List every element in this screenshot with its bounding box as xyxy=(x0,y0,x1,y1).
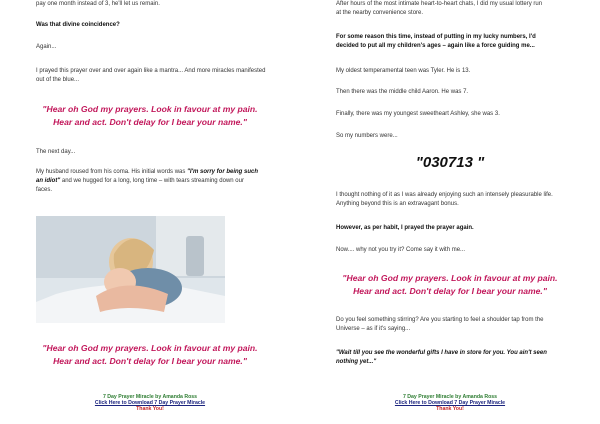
footer-download-link[interactable]: Click Here to Download 7 Day Prayer Miracle xyxy=(394,400,506,407)
prayer-quote-1-line-2: Hear and act. Don't delay for I bear your name." xyxy=(53,117,247,127)
prayer-quote-2-line-1: "Hear oh God my prayers. Look in favour at my pain. xyxy=(42,343,258,353)
lottery-number: "030713 " xyxy=(415,154,485,171)
divine-coincidence-question: Was that divine coincidence? xyxy=(36,22,120,28)
footer-title: 7 Day Prayer Miracle by Amanda Ross xyxy=(402,394,498,400)
paragraph-ashley: Finally, there was my youngest sweetheart Ashley, she was 3. xyxy=(336,111,500,117)
hospital-hug-illustration xyxy=(36,216,225,323)
paragraph-husband xyxy=(36,168,258,194)
prayer-quote-3-line-1: "Hear oh God my prayers. Look in favour at my pain. xyxy=(342,273,558,283)
paragraph-again: Again... xyxy=(36,44,57,50)
paragraph-numbers: So my numbers were... xyxy=(336,133,398,139)
prayer-quote-1 xyxy=(30,103,270,129)
paragraph-try-it: Now.... why not you try it? Come say it with me... xyxy=(336,247,466,253)
prayer-quote-3 xyxy=(330,272,570,298)
husband-text-end: and we hugged for a long, long time – with tears streaming down our faces. xyxy=(36,177,244,193)
paragraph-however: However, as per habit, I prayed the prayer again. xyxy=(336,225,474,231)
prayer-quote-1-line-1: "Hear oh God my prayers. Look in favour at my pain. xyxy=(42,104,258,114)
footer-download-link[interactable]: Click Here to Download 7 Day Prayer Miracle xyxy=(94,400,206,407)
husband-text-start: My husband roused from his coma. His initial words was xyxy=(36,169,188,175)
paragraph-tyler: My oldest temperamental teen was Tyler. He is 13. xyxy=(336,68,471,74)
prayer-quote-2 xyxy=(30,342,270,368)
footer-thanks: Thank You! xyxy=(136,406,164,413)
footer-thanks: Thank You! xyxy=(436,406,464,413)
right-footer xyxy=(300,394,600,412)
prayer-quote-3-line-2: Hear and act. Don't delay for I bear your name." xyxy=(353,286,547,296)
right-page xyxy=(300,0,600,424)
paragraph-nothing: I thought nothing of it as I was already enjoying such an intensely pleasurable life. Anything beyond this is an extravagant bonus. xyxy=(336,192,553,207)
footer-title: 7 Day Prayer Miracle by Amanda Ross xyxy=(102,394,198,400)
paragraph-remain: pay one month instead of 3, he'll let us remain. xyxy=(36,1,160,7)
paragraph-prayed: I prayed this prayer over and over again like a mantra... And more miracles manifested out of the blue... xyxy=(36,68,266,83)
paragraph-after-hours: After hours of the most intimate heart-to-heart chats, I did my usual lottery run at the nearby convenience store. xyxy=(336,1,543,16)
paragraph-next-day: The next day... xyxy=(36,149,76,155)
hospital-hug-photo xyxy=(36,216,225,323)
prayer-quote-2-line-2: Hear and act. Don't delay for I bear your name." xyxy=(53,356,247,366)
husband-quote: "I'm sorry for being such an idiot" xyxy=(36,169,259,184)
paragraph-aaron: Then there was the middle child Aaron. He was 7. xyxy=(336,89,469,95)
paragraph-wait: "Wait till you see the wonderful gifts I have in store for you. You ain't seen nothing yet..." xyxy=(336,350,547,365)
paragraph-stirring: Do you feel something stirring? Are you starting to feel a shoulder tap from the Universe – as if it's saying... xyxy=(336,317,544,332)
paragraph-force-guiding: For some reason this time, instead of putting in my lucky numbers, I'd decided to put all my children's ages – again like a force guiding me... xyxy=(336,34,536,49)
left-footer xyxy=(0,394,300,412)
